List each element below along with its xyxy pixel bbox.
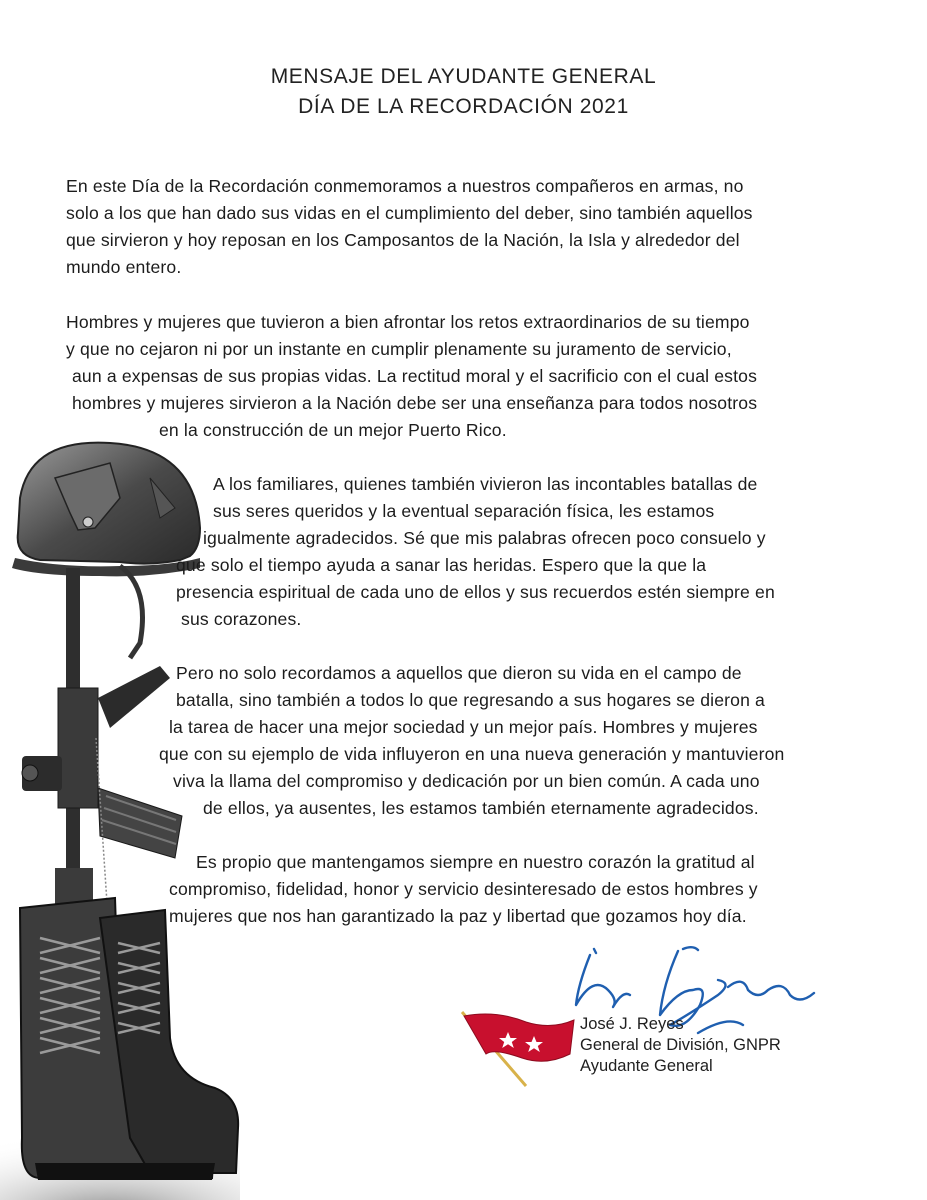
text-line: y que no cejaron ni por un instante en cumplir plenamente su juramento de servicio, (66, 339, 732, 359)
text-line: Es propio que mantengamos siempre en nuestro corazón la gratitud al (196, 852, 755, 872)
text-line: solo a los que han dado sus vidas en el cumplimiento del deber, sino también aquellos (66, 203, 753, 223)
signer-name: José J. Reyes (580, 1015, 684, 1033)
text-line: sus corazones. (181, 609, 302, 629)
text-line: la tarea de hacer una mejor sociedad y un mejor país. Hombres y mujeres (169, 717, 758, 737)
text-line: batalla, sino también a todos lo que regresando a sus hogares se dieron a (176, 690, 765, 710)
text-line: En este Día de la Recordación conmemoramos a nuestros compañeros en armas, no (66, 176, 744, 196)
text-line: hombres y mujeres sirvieron a la Nación debe ser una enseñanza para todos nosotros (72, 393, 758, 413)
page-title (0, 62, 927, 122)
title-line-2: DÍA DE LA RECORDACIÓN 2021 (298, 95, 629, 118)
text-line: sus seres queridos y la eventual separación física, les estamos (213, 501, 715, 521)
text-line: A los familiares, quienes también vivieron las incontables batallas de (213, 474, 758, 494)
text-line: presencia espiritual de cada uno de ellos y sus recuerdos estén siempre en (176, 582, 775, 602)
title-line-1: MENSAJE DEL AYUDANTE GENERAL (270, 65, 657, 88)
text-line: compromiso, fidelidad, honor y servicio desinteresado de estos hombres y (169, 879, 758, 899)
text-line: mundo entero. (66, 257, 182, 277)
text-line: igualmente agradecidos. Sé que mis palabras ofrecen poco consuelo y (203, 528, 766, 548)
text-line: Pero no solo recordamos a aquellos que dieron su vida en el campo de (176, 663, 742, 683)
text-line: que con su ejemplo de vida influyeron en una nueva generación y mantuvieron (159, 744, 785, 764)
text-line: en la construcción de un mejor Puerto Rico. (159, 420, 507, 440)
text-line: que sirvieron y hoy reposan en los Camposantos de la Nación, la Isla y alrededor del (66, 230, 740, 250)
text-line: viva la llama del compromiso y dedicación por un bien común. A cada uno (173, 771, 760, 791)
helmet-icon (12, 443, 200, 658)
text-line: de ellos, ya ausentes, les estamos también eternamente agradecidos. (203, 798, 759, 818)
boots-icon (20, 898, 238, 1180)
text-line: Hombres y mujeres que tuvieron a bien afrontar los retos extraordinarios de su tiempo (66, 312, 750, 332)
text-line: mujeres que nos han garantizado la paz y libertad que gozamos hoy día. (169, 906, 747, 926)
general-flag-icon (456, 1008, 578, 1090)
rifle-icon (22, 568, 182, 918)
signer-rank: General de División, GNPR (580, 1036, 781, 1054)
text-line: aun a expensas de sus propias vidas. La rectitud moral y el sacrificio con el cual estos (72, 366, 758, 386)
signer-position: Ayudante General (580, 1057, 713, 1075)
text-line: que solo el tiempo ayuda a sanar las heridas. Espero que la que la (176, 555, 707, 575)
